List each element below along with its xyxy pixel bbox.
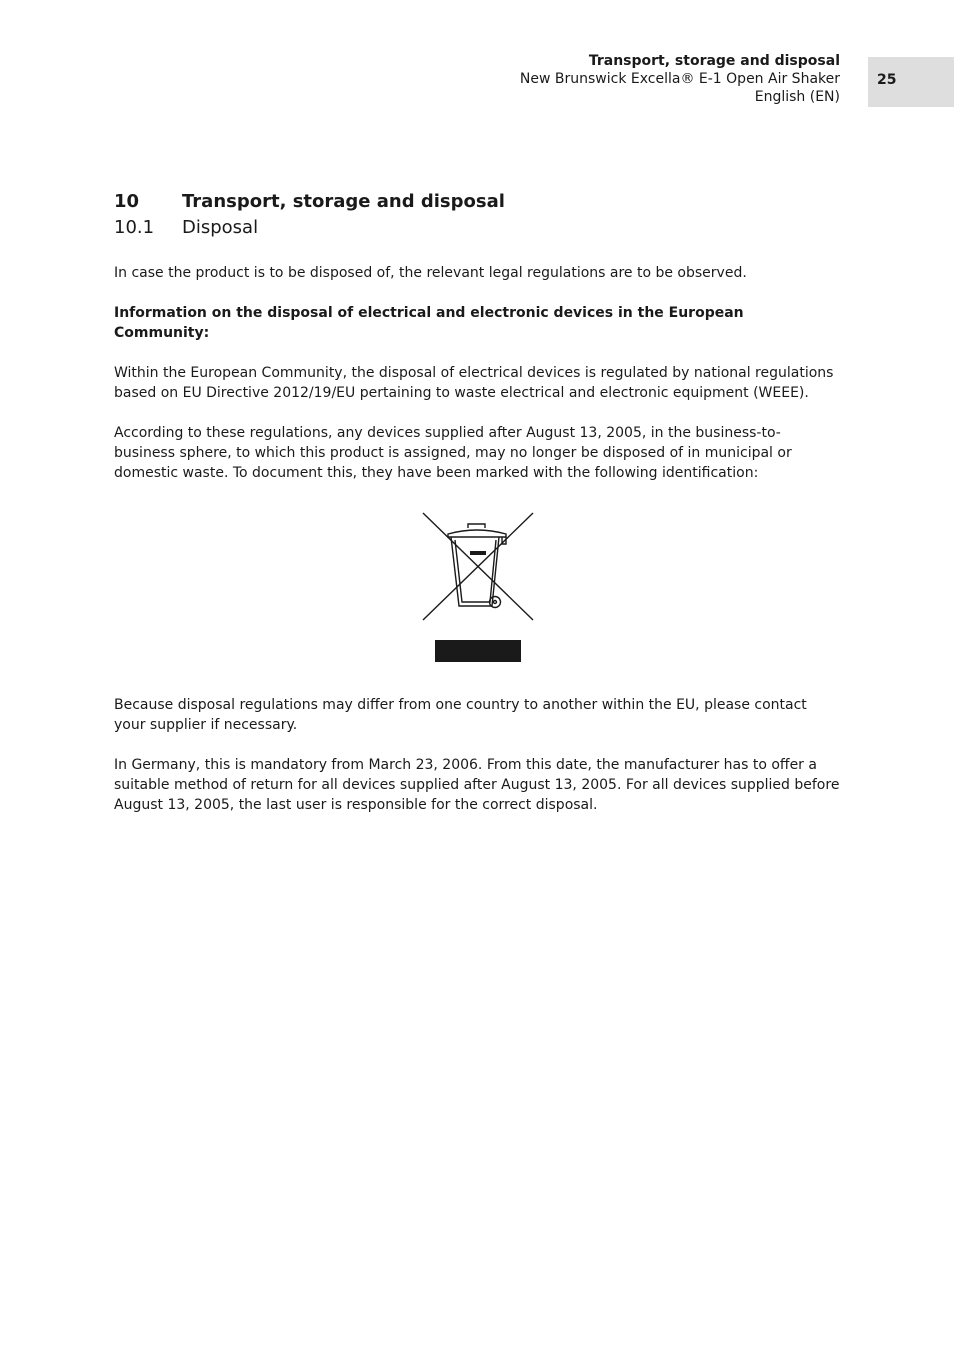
contact-paragraph: Because disposal regulations may differ from one country to another within the EU, please contact your supplier if necessary. [114, 697, 807, 733]
page-content [114, 190, 840, 815]
section-title: Disposal [182, 217, 259, 238]
regulations-paragraph: According to these regulations, any devices supplied after August 13, 2005, in the business-to-business sphere, to which this product is assigned, may no longer be disposed of in municipal or domestic waste. To document this, they have been marked with the following identification: [114, 425, 792, 481]
header-language: English (EN) [754, 89, 840, 105]
section-number: 10.1 [114, 217, 155, 238]
crossed-out-wheelie-bin-icon [420, 512, 536, 624]
page-number: 25 [877, 72, 897, 88]
weee-symbol [114, 512, 840, 695]
section-heading [114, 216, 840, 240]
chapter-heading [114, 190, 840, 214]
info-heading: Information on the disposal of electrical and electronic devices in the European Community: [114, 305, 744, 341]
directive-paragraph: Within the European Community, the disposal of electrical devices is regulated by national regulations based on EU Directive 2012/19/EU pertaining to waste electrical and electronic equipment (WEEE). [114, 365, 834, 401]
page-number-tab [868, 57, 954, 107]
header-section-title: Transport, storage and disposal [588, 53, 840, 69]
running-header [520, 52, 840, 106]
chapter-number: 10 [114, 191, 140, 212]
chapter-title: Transport, storage and disposal [182, 191, 505, 212]
header-product-name: New Brunswick Excella® E-1 Open Air Shaker [519, 71, 840, 87]
germany-paragraph: In Germany, this is mandatory from March 23, 2006. From this date, the manufacturer has to offer a suitable method of return for all devices supplied after August 13, 2005. For all devices supplied before August 13, 2005, the last user is responsible for the correct disposal. [114, 757, 840, 813]
intro-paragraph: In case the product is to be disposed of, the relevant legal regulations are to be observed. [114, 265, 747, 281]
symbol-bar [435, 640, 521, 662]
